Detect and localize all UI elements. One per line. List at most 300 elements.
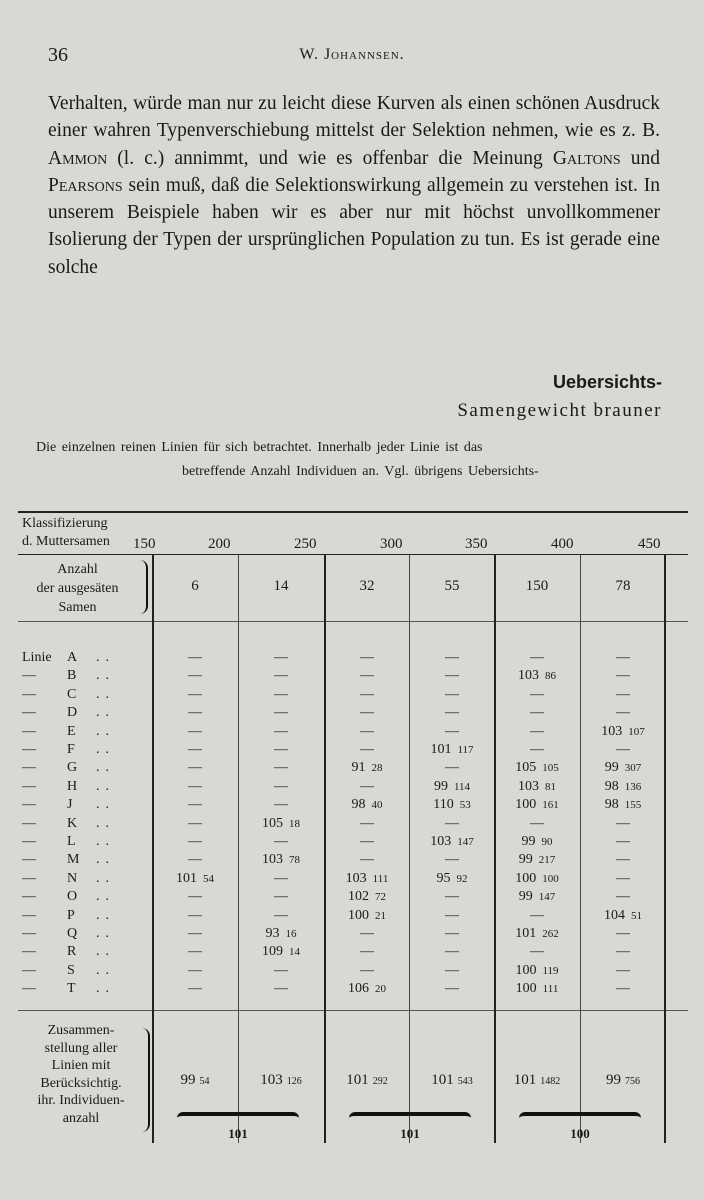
text-run: Verhalten, würde man nur zu leicht diese Kurven als einen schönen Ausdruck einer wahren Typenverschiebung mittelst der Selektion nehmen, wie es z. B. xyxy=(48,93,660,142)
table-cell xyxy=(324,852,410,868)
table-row xyxy=(0,963,704,981)
cell-mean: 99 xyxy=(433,778,448,794)
cell-mean: — xyxy=(274,686,288,702)
summary-cell xyxy=(409,1072,495,1089)
line-letter: F xyxy=(67,742,75,757)
cell-mean: — xyxy=(188,797,202,813)
table-cell xyxy=(494,650,580,666)
summary-label xyxy=(20,1022,142,1127)
table-cell xyxy=(580,705,666,721)
table-cell xyxy=(409,687,495,703)
table-cell xyxy=(324,650,410,666)
table-row xyxy=(0,926,704,944)
table-cell xyxy=(238,797,324,813)
table-cell xyxy=(238,668,324,684)
table-cell xyxy=(152,668,238,684)
cell-mean: — xyxy=(445,705,459,721)
cell-mean: — xyxy=(188,944,202,960)
cell-count: 21 xyxy=(375,909,386,922)
cell-mean: — xyxy=(616,944,630,960)
cell-count: 119 xyxy=(542,964,559,977)
table-cell xyxy=(580,963,666,979)
cell-mean: 105 xyxy=(515,760,537,776)
table-cell xyxy=(580,650,666,666)
leader-dots: .. xyxy=(96,723,115,739)
line-letter: T xyxy=(67,981,76,997)
table-cell xyxy=(494,797,580,813)
cell-mean: — xyxy=(274,650,288,665)
class-tick: 450 xyxy=(638,536,661,552)
table-cell xyxy=(324,779,410,795)
cell-count: 147 xyxy=(457,836,474,848)
sown-count: 55 xyxy=(444,578,460,594)
cell-mean: — xyxy=(616,870,630,886)
table-cell xyxy=(152,724,238,740)
table-cell xyxy=(580,724,666,740)
cell-mean: — xyxy=(360,668,374,684)
row-prefix: Linie xyxy=(22,650,52,665)
author-name: Galtons xyxy=(552,147,621,169)
cell-mean: 103 xyxy=(518,668,539,684)
table-cell xyxy=(238,871,324,887)
table-row xyxy=(0,816,704,834)
table-cell xyxy=(580,852,666,868)
table-row xyxy=(0,687,704,705)
cell-count: 117 xyxy=(457,744,474,756)
text-run: (l. c.) annimmt, und wie es offenbar die Meinung xyxy=(107,147,553,169)
table-row xyxy=(0,981,704,999)
cell-mean: 103 xyxy=(601,723,623,739)
table-cell xyxy=(409,816,495,832)
cell-mean: — xyxy=(188,834,202,849)
summary-cell xyxy=(152,1072,238,1089)
cell-mean: — xyxy=(188,981,202,997)
cell-mean: — xyxy=(188,742,202,757)
cell-mean: — xyxy=(616,962,630,978)
cell-count: 81 xyxy=(545,780,556,793)
table-cell xyxy=(409,705,495,721)
cell-mean: — xyxy=(188,686,202,702)
cell-mean: — xyxy=(360,723,374,739)
cell-count: 54 xyxy=(203,872,214,885)
cell-mean: — xyxy=(360,742,374,757)
cell-mean: 99 xyxy=(521,834,536,849)
table-cell xyxy=(152,705,238,721)
cell-mean: 101 xyxy=(515,926,537,941)
row-prefix: — xyxy=(22,926,36,941)
table-cell xyxy=(324,981,410,997)
line-letter: R xyxy=(67,944,77,960)
summary-mean: 101 xyxy=(513,1072,537,1088)
cell-mean: — xyxy=(188,778,202,794)
cell-mean: — xyxy=(616,668,630,684)
cell-mean: 93 xyxy=(265,926,280,941)
leader-dots: .. xyxy=(96,668,115,684)
table-cell xyxy=(238,944,324,960)
table-cell xyxy=(238,981,324,997)
line-letter: Q xyxy=(67,926,78,941)
cell-mean: — xyxy=(360,815,374,831)
cell-mean: — xyxy=(360,834,374,849)
label-line: Zusammen- xyxy=(47,1023,115,1038)
cell-mean: — xyxy=(445,686,459,702)
cell-mean: 100 xyxy=(515,962,537,978)
table-cell xyxy=(152,834,238,850)
leader-dots: .. xyxy=(96,889,115,905)
table-cell xyxy=(238,742,324,758)
leader-dots: .. xyxy=(96,981,115,997)
group-mean: 100 xyxy=(570,1126,590,1141)
cell-mean: — xyxy=(616,834,630,849)
line-letter: O xyxy=(67,889,78,905)
table-cell xyxy=(494,742,580,758)
leader-dots: .. xyxy=(96,962,115,978)
cell-mean: — xyxy=(445,852,459,868)
group-brace-icon xyxy=(349,1112,471,1122)
cell-mean: — xyxy=(274,723,288,739)
cell-mean: — xyxy=(445,926,459,941)
leader-dots: .. xyxy=(96,686,115,702)
cell-count: 147 xyxy=(538,891,556,904)
table-cell xyxy=(152,963,238,979)
table-cell xyxy=(152,908,238,924)
cell-mean: — xyxy=(274,705,288,721)
table-cell xyxy=(409,981,495,997)
table-cell xyxy=(580,871,666,887)
cell-mean: 103 xyxy=(345,870,367,886)
cell-count: 53 xyxy=(459,799,471,812)
cell-mean: — xyxy=(445,723,459,739)
line-letter: A xyxy=(67,650,78,665)
row-prefix: — xyxy=(22,705,36,721)
summary-cell xyxy=(494,1072,580,1089)
cell-mean: — xyxy=(616,981,630,997)
cell-mean: 109 xyxy=(262,944,283,960)
cell-mean: 110 xyxy=(433,797,454,813)
cell-count: 51 xyxy=(631,909,642,922)
row-prefix: — xyxy=(22,889,36,905)
leader-dots: .. xyxy=(96,650,115,665)
table-cell xyxy=(324,724,410,740)
table-row xyxy=(0,834,704,852)
table-cell xyxy=(409,742,495,758)
cell-mean: — xyxy=(616,686,630,702)
cell-mean: — xyxy=(274,797,288,813)
cell-count: 90 xyxy=(541,836,553,848)
table-cell xyxy=(409,852,495,868)
summary-mean: 103 xyxy=(260,1072,283,1088)
sown-count: 14 xyxy=(273,578,289,594)
cell-mean: — xyxy=(616,705,630,721)
table-cell xyxy=(238,779,324,795)
cell-mean: 98 xyxy=(604,778,619,794)
summary-cell xyxy=(580,1072,666,1089)
table-cell xyxy=(494,705,580,721)
cell-mean: — xyxy=(530,815,544,831)
cell-mean: — xyxy=(530,686,544,702)
leader-dots: .. xyxy=(96,926,115,941)
table-cell xyxy=(152,926,238,942)
label-line: Berücksichtig. xyxy=(40,1075,122,1091)
author-name: Pearsons xyxy=(48,174,123,196)
row-prefix: — xyxy=(22,981,36,997)
table-cell xyxy=(580,779,666,795)
table-cell xyxy=(324,668,410,684)
cell-count: 28 xyxy=(371,762,383,775)
table-cell xyxy=(494,889,580,905)
cell-count: 20 xyxy=(375,983,386,996)
cell-mean: 91 xyxy=(351,760,366,776)
table-cell xyxy=(238,963,324,979)
class-tick: 250 xyxy=(294,536,317,552)
line-letter: K xyxy=(67,815,78,831)
cell-mean: 99 xyxy=(518,852,533,868)
summary-count: 126 xyxy=(286,1076,302,1087)
body-paragraph xyxy=(48,90,660,281)
cell-mean: 101 xyxy=(176,870,197,886)
table-cell xyxy=(580,889,666,905)
leader-dots: .. xyxy=(96,834,115,849)
group-brace-icon xyxy=(519,1112,641,1122)
cell-count: 155 xyxy=(624,799,642,812)
table-cell xyxy=(238,687,324,703)
line-letter: P xyxy=(67,907,75,923)
cell-count: 16 xyxy=(285,928,297,940)
row-prefix: — xyxy=(22,944,36,960)
cell-count: 217 xyxy=(538,854,556,867)
cell-mean: 102 xyxy=(348,889,369,905)
table-cell xyxy=(580,742,666,758)
table-cell xyxy=(324,816,410,832)
table-row xyxy=(0,779,704,797)
cell-mean: — xyxy=(188,889,202,905)
summary-count: 292 xyxy=(372,1076,388,1087)
table-cell xyxy=(152,889,238,905)
table-row xyxy=(0,908,704,926)
cell-count: 72 xyxy=(375,891,386,904)
table-cell xyxy=(409,963,495,979)
cell-count: 161 xyxy=(542,799,559,812)
table-cell xyxy=(152,797,238,813)
table-row xyxy=(0,668,704,686)
cell-mean: — xyxy=(616,742,630,757)
cell-count: 86 xyxy=(545,670,556,683)
table-row xyxy=(0,944,704,962)
leader-dots: .. xyxy=(96,815,115,831)
cell-count: 78 xyxy=(289,854,300,867)
table-cell xyxy=(324,760,410,776)
table-cell xyxy=(238,816,324,832)
table-cell xyxy=(494,926,580,942)
cell-mean: — xyxy=(360,852,374,868)
table-row xyxy=(0,852,704,870)
cell-mean: — xyxy=(445,907,459,923)
cell-mean: — xyxy=(445,650,459,665)
cell-mean: — xyxy=(445,889,459,905)
leader-dots: .. xyxy=(96,705,115,721)
table-row xyxy=(0,760,704,778)
cell-mean: 103 xyxy=(262,852,283,868)
table-cell xyxy=(409,724,495,740)
page-number: 36 xyxy=(48,44,68,66)
table-cell xyxy=(494,908,580,924)
summary-mean: 99 xyxy=(606,1072,621,1088)
cell-mean: — xyxy=(274,778,288,794)
table-cell xyxy=(409,926,495,942)
label-line: anzahl xyxy=(62,1110,100,1126)
line-letter: G xyxy=(67,760,78,776)
cell-count: 114 xyxy=(453,780,471,793)
leader-dots: .. xyxy=(96,944,115,960)
cell-mean: — xyxy=(530,705,544,721)
cell-mean: — xyxy=(274,742,288,757)
cell-mean: — xyxy=(360,705,374,721)
class-tick: 200 xyxy=(208,536,231,552)
table-row xyxy=(0,889,704,907)
table-cell xyxy=(494,668,580,684)
table-cell xyxy=(409,908,495,924)
table-cell xyxy=(409,944,495,960)
table-cell xyxy=(152,852,238,868)
table-row xyxy=(0,871,704,889)
table-cell xyxy=(580,797,666,813)
table-cell xyxy=(238,852,324,868)
cell-mean: — xyxy=(616,650,630,665)
class-tick: 400 xyxy=(551,536,574,552)
brace-icon xyxy=(140,560,148,614)
row-prefix: — xyxy=(22,834,36,849)
cell-mean: — xyxy=(616,926,630,941)
cell-mean: — xyxy=(360,778,374,794)
row-prefix: — xyxy=(22,797,36,813)
table-cell xyxy=(494,687,580,703)
cell-mean: 95 xyxy=(436,870,451,886)
row-prefix: — xyxy=(22,962,36,978)
cell-count: 136 xyxy=(624,780,642,793)
cell-mean: — xyxy=(360,650,374,665)
table-cell xyxy=(152,871,238,887)
table-cell xyxy=(494,724,580,740)
table-cell xyxy=(494,871,580,887)
group-brace-icon xyxy=(177,1112,299,1122)
text-run: sein muß, daß die Selektionswirkung allgemein zu verstehen ist. In unserem Beispiele haben wir es aber nur mit höchst unvollkommener Isolierung der Typen der ursprünglichen Population zu tun. Es ist gerade eine solche xyxy=(48,174,660,278)
table-cell xyxy=(238,889,324,905)
cell-count: 18 xyxy=(289,817,300,830)
line-letter: M xyxy=(67,852,80,868)
class-tick: 300 xyxy=(380,536,403,552)
row-prefix: — xyxy=(22,907,36,923)
cell-mean: — xyxy=(616,889,630,905)
cell-mean: 104 xyxy=(604,907,625,923)
group-mean: 101 xyxy=(228,1126,248,1141)
table-cell xyxy=(580,834,666,850)
label-line: stellung aller xyxy=(44,1040,118,1056)
table-cell xyxy=(409,779,495,795)
leader-dots: .. xyxy=(96,797,115,813)
class-tick: 150 xyxy=(133,536,156,552)
table-cell xyxy=(494,816,580,832)
table-row xyxy=(0,724,704,742)
cell-count: 307 xyxy=(624,762,642,775)
table-cell xyxy=(152,687,238,703)
cell-mean: — xyxy=(274,668,288,684)
label-line: Linien mit xyxy=(51,1058,111,1073)
cell-mean: 100 xyxy=(515,870,537,886)
table-row xyxy=(0,797,704,815)
table-cell xyxy=(324,908,410,924)
table-cell xyxy=(494,963,580,979)
running-head: W. Johannsen. xyxy=(299,46,405,63)
table-caption-line2: betreffende Anzahl Individuen an. Vgl. übrigens Uebersichts- xyxy=(182,464,539,479)
cell-mean: — xyxy=(360,686,374,702)
table-cell xyxy=(238,724,324,740)
label-line: d. Muttersamen xyxy=(22,534,110,549)
summary-count: 1482 xyxy=(540,1076,561,1087)
cell-mean: — xyxy=(530,650,544,665)
table-cell xyxy=(409,760,495,776)
cell-mean: — xyxy=(616,815,630,831)
cell-mean: — xyxy=(360,944,374,960)
cell-mean: — xyxy=(445,981,459,997)
summary-cell xyxy=(324,1072,410,1089)
table-cell xyxy=(152,944,238,960)
table-cell xyxy=(580,944,666,960)
table-cell xyxy=(324,742,410,758)
table-cell xyxy=(409,889,495,905)
table-row xyxy=(0,742,704,760)
table-caption-line1: Die einzelnen reinen Linien für sich betrachtet. Innerhalb jeder Linie ist das xyxy=(36,440,483,455)
cell-mean: 98 xyxy=(351,797,366,813)
cell-mean: 99 xyxy=(604,760,619,776)
table-cell xyxy=(238,908,324,924)
cell-mean: — xyxy=(445,944,459,960)
table-cell xyxy=(324,687,410,703)
cell-mean: 106 xyxy=(348,981,369,997)
table-cell xyxy=(324,889,410,905)
cell-count: 100 xyxy=(542,872,559,885)
table-cell xyxy=(580,981,666,997)
cell-mean: — xyxy=(530,907,544,923)
cell-mean: — xyxy=(530,944,544,960)
cell-mean: — xyxy=(274,907,288,923)
table-cell xyxy=(409,650,495,666)
cell-mean: — xyxy=(445,760,459,776)
summary-count: 756 xyxy=(625,1076,640,1087)
table-cell xyxy=(238,705,324,721)
summary-count: 54 xyxy=(199,1076,210,1087)
classification-label xyxy=(22,515,110,551)
header-rule xyxy=(18,554,688,555)
label-line: Klassifizierung xyxy=(22,516,108,531)
cell-count: 262 xyxy=(542,928,559,940)
cell-mean: 103 xyxy=(430,834,452,849)
cell-count: 40 xyxy=(371,799,383,812)
table-cell xyxy=(238,834,324,850)
row-prefix: — xyxy=(22,723,36,739)
cell-mean: — xyxy=(188,926,202,941)
table-cell xyxy=(152,742,238,758)
cell-mean: — xyxy=(188,760,202,776)
table-row xyxy=(0,705,704,723)
text-run: und xyxy=(620,147,660,169)
table-row xyxy=(0,650,704,668)
line-letter: E xyxy=(67,723,76,739)
table-title-line2: Samengewicht brauner xyxy=(457,400,662,421)
row-prefix: — xyxy=(22,668,36,684)
cell-mean: 105 xyxy=(262,815,283,831)
cell-mean: — xyxy=(274,834,288,849)
cell-mean: — xyxy=(274,981,288,997)
